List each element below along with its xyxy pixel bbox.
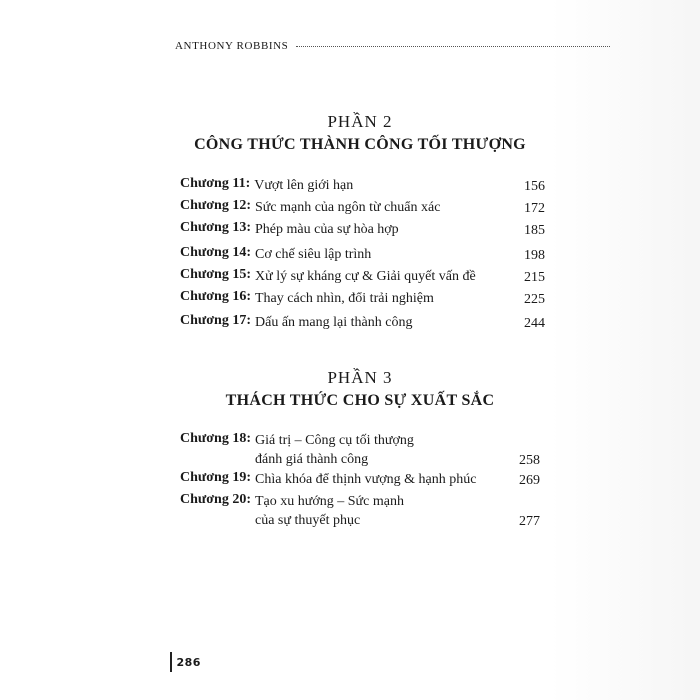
footer-bar — [170, 652, 172, 672]
chapter-page: 277 — [519, 514, 540, 529]
toc-entry — [180, 492, 540, 530]
chapter-label: Chương 18: — [180, 431, 251, 446]
chapter-title: Giá trị – Công cụ tối thượng đánh giá thành công — [255, 433, 414, 467]
chapter-label: Chương 17: — [180, 313, 251, 328]
chapter-label: Chương 13: — [180, 220, 251, 235]
chapter-label: Chương 14: — [180, 245, 251, 260]
toc-entry — [180, 267, 545, 286]
toc-entry — [180, 176, 545, 195]
page-number: 286 — [176, 655, 201, 669]
chapter-title: Cơ chế siêu lập trình — [255, 247, 372, 262]
part-2-heading: PHẦN 2 — [327, 112, 393, 131]
toc-entry — [180, 470, 540, 489]
chapter-title: Xử lý sự kháng cự & Giải quyết vấn đề — [255, 269, 476, 284]
chapter-title: Chìa khóa để thịnh vượng & hạnh phúc — [255, 472, 477, 487]
chapter-page: 269 — [519, 473, 540, 488]
page-footer — [170, 652, 201, 672]
chapter-label: Chương 11: — [180, 176, 251, 191]
chapter-title: Tạo xu hướng – Sức mạnh của sự thuyết phục — [255, 494, 404, 528]
chapter-title: Phép màu của sự hòa hợp — [255, 222, 399, 237]
chapter-page: 198 — [524, 248, 545, 263]
chapter-page: 215 — [524, 270, 545, 285]
chapter-page: 172 — [524, 201, 545, 216]
chapter-page: 185 — [524, 223, 545, 238]
page-gutter-shadow — [550, 0, 700, 700]
part-3-heading: PHẦN 3 — [327, 368, 393, 387]
toc-entry — [180, 220, 545, 239]
header-author: ANTHONY ROBBINS — [175, 40, 289, 52]
chapter-page: 244 — [524, 316, 545, 331]
chapter-label: Chương 20: — [180, 492, 251, 507]
chapter-label: Chương 16: — [180, 289, 251, 304]
chapter-title: Sức mạnh của ngôn từ chuẩn xác — [255, 200, 441, 215]
running-header — [175, 40, 610, 52]
chapter-title: Vượt lên giới hạn — [254, 178, 354, 193]
chapter-label: Chương 19: — [180, 470, 251, 485]
chapter-title: Dấu ấn mang lại thành công — [255, 315, 413, 330]
chapter-label: Chương 15: — [180, 267, 251, 282]
toc-entry — [180, 245, 545, 264]
part-3-subtitle: THÁCH THỨC CHO SỰ XUẤT SẮC — [225, 392, 495, 409]
chapter-title: Thay cách nhìn, đổi trải nghiệm — [255, 291, 434, 306]
header-dotted-rule — [296, 46, 610, 47]
chapter-page: 258 — [519, 453, 540, 468]
toc-entry — [180, 289, 545, 308]
part-2-subtitle: CÔNG THỨC THÀNH CÔNG TỐI THƯỢNG — [194, 136, 526, 153]
toc-entry — [180, 198, 545, 217]
chapter-page: 225 — [524, 292, 545, 307]
toc-entry — [180, 313, 545, 332]
toc-entry — [180, 431, 540, 469]
chapter-label: Chương 12: — [180, 198, 251, 213]
chapter-page: 156 — [524, 179, 545, 194]
